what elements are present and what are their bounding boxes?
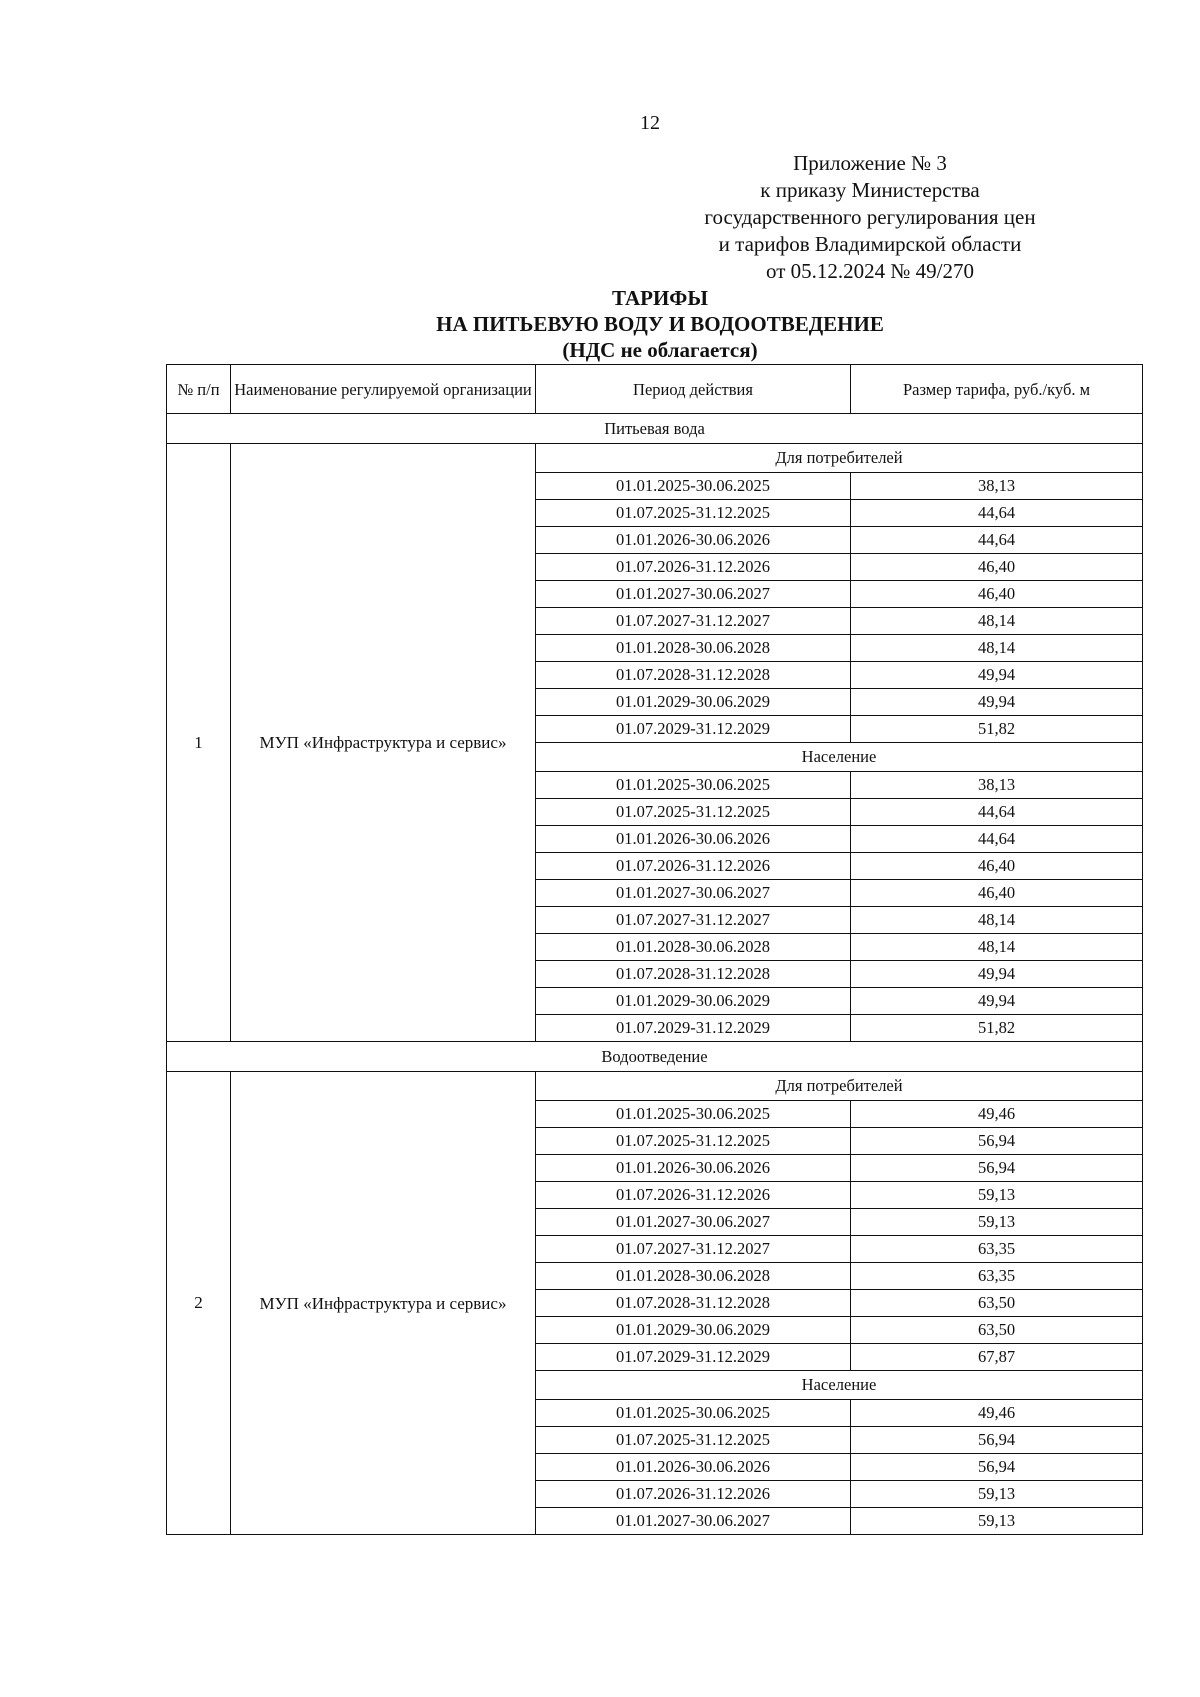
section-title-row xyxy=(167,414,1143,444)
row-number: 2 xyxy=(167,1072,231,1535)
period-cell: 01.01.2028-30.06.2028 xyxy=(536,934,851,961)
period-cell: 01.01.2027-30.06.2027 xyxy=(536,1209,851,1236)
tariff-value-cell: 59,13 xyxy=(851,1182,1143,1209)
period-cell: 01.07.2029-31.12.2029 xyxy=(536,1344,851,1371)
tariff-value-cell: 67,87 xyxy=(851,1344,1143,1371)
period-cell: 01.07.2026-31.12.2026 xyxy=(536,853,851,880)
tariff-value-cell: 59,13 xyxy=(851,1508,1143,1535)
tariffs-table xyxy=(166,364,1143,1535)
title-line: ТАРИФЫ xyxy=(612,286,708,310)
tariff-value-cell: 44,64 xyxy=(851,799,1143,826)
tariff-value-cell: 48,14 xyxy=(851,608,1143,635)
period-cell: 01.01.2026-30.06.2026 xyxy=(536,1155,851,1182)
period-cell: 01.07.2028-31.12.2028 xyxy=(536,1290,851,1317)
tariff-value-cell: 56,94 xyxy=(851,1454,1143,1481)
tariff-value-cell: 63,35 xyxy=(851,1236,1143,1263)
tariff-value-cell: 48,14 xyxy=(851,635,1143,662)
tariff-value-cell: 59,13 xyxy=(851,1209,1143,1236)
tariff-value-cell: 49,94 xyxy=(851,662,1143,689)
period-cell: 01.01.2026-30.06.2026 xyxy=(536,527,851,554)
organization-name: МУП «Инфраструктура и сервис» xyxy=(231,444,536,1042)
tariff-value-cell: 48,14 xyxy=(851,907,1143,934)
tariff-value-cell: 51,82 xyxy=(851,1015,1143,1042)
period-cell: 01.07.2025-31.12.2025 xyxy=(536,799,851,826)
tariff-value-cell: 63,35 xyxy=(851,1263,1143,1290)
organization-name: МУП «Инфраструктура и сервис» xyxy=(231,1072,536,1535)
period-cell: 01.07.2026-31.12.2026 xyxy=(536,1481,851,1508)
document-title xyxy=(300,285,1020,363)
tariff-value-cell: 63,50 xyxy=(851,1317,1143,1344)
period-cell: 01.07.2028-31.12.2028 xyxy=(536,961,851,988)
period-cell: 01.01.2026-30.06.2026 xyxy=(536,1454,851,1481)
tariff-value-cell: 44,64 xyxy=(851,826,1143,853)
appendix-line: от 05.12.2024 № 49/270 xyxy=(765,259,975,283)
tariff-value-cell: 51,82 xyxy=(851,716,1143,743)
tariff-value-cell: 46,40 xyxy=(851,853,1143,880)
group-title-row xyxy=(167,1072,1143,1101)
title-line: НА ПИТЬЕВУЮ ВОДУ И ВОДООТВЕДЕНИЕ xyxy=(436,312,884,336)
section-title: Водоотведение xyxy=(167,1042,1143,1072)
appendix-line: государственного регулирования цен xyxy=(704,205,1036,229)
tariff-value-cell: 56,94 xyxy=(851,1427,1143,1454)
tariff-value-cell: 46,40 xyxy=(851,581,1143,608)
consumer-group-title: Для потребителей xyxy=(536,444,1143,473)
tariff-value-cell: 44,64 xyxy=(851,500,1143,527)
tariff-value-cell: 48,14 xyxy=(851,934,1143,961)
period-cell: 01.01.2027-30.06.2027 xyxy=(536,880,851,907)
period-cell: 01.07.2029-31.12.2029 xyxy=(536,716,851,743)
period-cell: 01.07.2026-31.12.2026 xyxy=(536,1182,851,1209)
period-cell: 01.01.2029-30.06.2029 xyxy=(536,689,851,716)
period-cell: 01.07.2026-31.12.2026 xyxy=(536,554,851,581)
period-cell: 01.01.2025-30.06.2025 xyxy=(536,1400,851,1427)
period-cell: 01.07.2027-31.12.2027 xyxy=(536,608,851,635)
period-cell: 01.01.2025-30.06.2025 xyxy=(536,1101,851,1128)
group-title-row xyxy=(167,444,1143,473)
appendix-line: и тарифов Владимирской области xyxy=(718,232,1022,256)
table-header-row xyxy=(167,365,1143,414)
tariff-value-cell: 56,94 xyxy=(851,1155,1143,1182)
tariff-value-cell: 46,40 xyxy=(851,554,1143,581)
period-cell: 01.01.2029-30.06.2029 xyxy=(536,1317,851,1344)
period-cell: 01.01.2028-30.06.2028 xyxy=(536,635,851,662)
tariff-value-cell: 49,46 xyxy=(851,1400,1143,1427)
consumer-group-title: Население xyxy=(536,1371,1143,1400)
tariff-value-cell: 59,13 xyxy=(851,1481,1143,1508)
section-title: Питьевая вода xyxy=(167,414,1143,444)
appendix-line: Приложение № 3 xyxy=(793,151,947,175)
tariff-value-cell: 44,64 xyxy=(851,527,1143,554)
header-organization: Наименование регулируемой организации xyxy=(231,365,536,414)
consumer-group-title: Население xyxy=(536,743,1143,772)
period-cell: 01.01.2026-30.06.2026 xyxy=(536,826,851,853)
header-period: Период действия xyxy=(536,365,851,414)
tariff-value-cell: 56,94 xyxy=(851,1128,1143,1155)
period-cell: 01.07.2025-31.12.2025 xyxy=(536,1128,851,1155)
tariff-value-cell: 38,13 xyxy=(851,772,1143,799)
period-cell: 01.07.2027-31.12.2027 xyxy=(536,907,851,934)
tariff-value-cell: 49,94 xyxy=(851,689,1143,716)
tariff-value-cell: 46,40 xyxy=(851,880,1143,907)
period-cell: 01.01.2027-30.06.2027 xyxy=(536,1508,851,1535)
section-title-row xyxy=(167,1042,1143,1072)
period-cell: 01.07.2027-31.12.2027 xyxy=(536,1236,851,1263)
title-line: (НДС не облагается) xyxy=(562,338,758,362)
period-cell: 01.01.2028-30.06.2028 xyxy=(536,1263,851,1290)
row-number: 1 xyxy=(167,444,231,1042)
period-cell: 01.07.2028-31.12.2028 xyxy=(536,662,851,689)
appendix-line: к приказу Министерства xyxy=(760,178,980,202)
period-cell: 01.01.2029-30.06.2029 xyxy=(536,988,851,1015)
period-cell: 01.07.2025-31.12.2025 xyxy=(536,1427,851,1454)
consumer-group-title: Для потребителей xyxy=(536,1072,1143,1101)
header-tariff: Размер тарифа, руб./куб. м xyxy=(851,365,1143,414)
header-number: № п/п xyxy=(167,365,231,414)
tariff-value-cell: 63,50 xyxy=(851,1290,1143,1317)
table-body xyxy=(167,414,1143,1535)
period-cell: 01.01.2025-30.06.2025 xyxy=(536,473,851,500)
tariff-value-cell: 49,94 xyxy=(851,988,1143,1015)
period-cell: 01.01.2027-30.06.2027 xyxy=(536,581,851,608)
tariff-value-cell: 49,94 xyxy=(851,961,1143,988)
period-cell: 01.01.2025-30.06.2025 xyxy=(536,772,851,799)
tariff-value-cell: 49,46 xyxy=(851,1101,1143,1128)
appendix-reference xyxy=(660,150,1080,285)
period-cell: 01.07.2029-31.12.2029 xyxy=(536,1015,851,1042)
page-number: 12 xyxy=(640,112,660,134)
period-cell: 01.07.2025-31.12.2025 xyxy=(536,500,851,527)
tariff-value-cell: 38,13 xyxy=(851,473,1143,500)
